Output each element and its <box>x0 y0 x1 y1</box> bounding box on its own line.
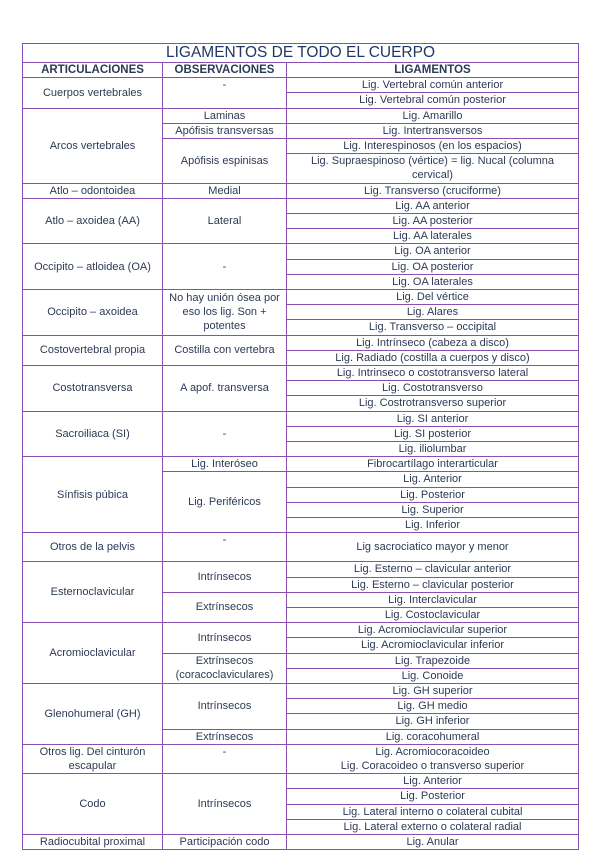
table-row <box>23 290 579 305</box>
ligament-cell: Lig. Vertebral común posterior <box>287 93 579 108</box>
ligament-cell: Lig. Inferior <box>287 518 579 533</box>
observation-cell: - <box>163 744 287 773</box>
ligament-cell: Lig. Anterior <box>287 774 579 789</box>
ligament-cell: Lig. Intrinseco o costotransverso lateral <box>287 366 579 381</box>
articulation-cell: Costotransversa <box>23 366 163 412</box>
ligament-cell: Lig. OA anterior <box>287 244 579 259</box>
observation-cell: Laminas <box>163 108 287 123</box>
ligament-cell: Lig. Intrínseco (cabeza a disco) <box>287 335 579 350</box>
ligament-cell: Lig. SI posterior <box>287 426 579 441</box>
observation-cell: - <box>163 411 287 457</box>
ligament-cell: Lig. OA laterales <box>287 274 579 289</box>
table-row <box>23 744 579 773</box>
observation-cell: Extrínsecos (coracoclaviculares) <box>163 653 287 683</box>
header-articulaciones: ARTICULACIONES <box>23 63 163 78</box>
articulation-cell: Glenohumeral (GH) <box>23 683 163 744</box>
ligament-cell: Lig. Intertransversos <box>287 123 579 138</box>
ligaments-table <box>22 43 579 850</box>
articulation-cell: Acromioclavicular <box>23 623 163 684</box>
observation-cell: Lig. Interóseo <box>163 457 287 472</box>
ligament-cell: Lig. AA posterior <box>287 214 579 229</box>
articulation-cell: Occipito – atloidea (OA) <box>23 244 163 290</box>
articulation-cell: Radiocubital proximal <box>23 834 163 849</box>
table-row <box>23 335 579 350</box>
articulation-cell: Sacroiliaca (SI) <box>23 411 163 457</box>
observation-cell: No hay unión ósea por eso los lig. Son + potentes <box>163 290 287 336</box>
header-ligamentos: LIGAMENTOS <box>287 63 579 78</box>
ligament-cell: Lig. Transverso (cruciforme) <box>287 183 579 198</box>
observation-cell: Lig. Periféricos <box>163 472 287 533</box>
table-body <box>23 78 579 850</box>
ligament-cell: Lig sacrociatico mayor y menor <box>287 533 579 562</box>
ligament-cell: Lig. Posterior <box>287 487 579 502</box>
ligament-cell: Lig. Trapezoide <box>287 653 579 668</box>
ligament-cell: Lig. Interespinosos (en los espacios) <box>287 139 579 154</box>
articulation-cell: Occipito – axoidea <box>23 290 163 336</box>
observation-cell: Costilla con vertebra <box>163 335 287 365</box>
ligament-cell: Lig. SI anterior <box>287 411 579 426</box>
ligament-cell: Lig. AA laterales <box>287 229 579 244</box>
observation-cell: Intrínsecos <box>163 774 287 835</box>
observation-cell: Medial <box>163 183 287 198</box>
table-row <box>23 366 579 381</box>
ligament-cell: Lig. Acromioclavicular superior <box>287 623 579 638</box>
table-row <box>23 198 579 213</box>
articulation-cell: Sínfisis púbica <box>23 457 163 533</box>
ligament-cell: Lig. Del vértice <box>287 290 579 305</box>
table-row <box>23 78 579 93</box>
ligament-cell: Lig. AA anterior <box>287 198 579 213</box>
table-row <box>23 623 579 638</box>
articulation-cell: Cuerpos vertebrales <box>23 78 163 108</box>
table-row <box>23 683 579 698</box>
table-row <box>23 834 579 849</box>
ligament-cell: Lig. Radiado (costilla a cuerpos y disco) <box>287 350 579 365</box>
ligament-cell: Lig. Lateral externo o colateral radial <box>287 819 579 834</box>
ligament-cell: Lig. OA posterior <box>287 259 579 274</box>
ligament-cell: Lig. Anterior <box>287 472 579 487</box>
observation-cell: Intrínsecos <box>163 623 287 653</box>
ligament-cell: Lig. Acromiocoracoideo Lig. Coracoideo o transverso superior <box>287 744 579 773</box>
ligament-cell: Lig. coracohumeral <box>287 729 579 744</box>
table-row <box>23 533 579 562</box>
articulation-cell: Atlo – axoidea (AA) <box>23 198 163 244</box>
ligament-cell: Lig. GH medio <box>287 699 579 714</box>
ligament-cell: Lig. Lateral interno o colateral cubital <box>287 804 579 819</box>
ligament-cell: Lig. Anular <box>287 834 579 849</box>
ligament-cell: Lig. Transverso – occipital <box>287 320 579 335</box>
observation-cell: Extrínsecos <box>163 592 287 622</box>
ligament-cell: Fibrocartílago interarticular <box>287 457 579 472</box>
table-row <box>23 562 579 577</box>
ligament-cell: Lig. Costotransverso <box>287 381 579 396</box>
ligament-cell: Lig. Posterior <box>287 789 579 804</box>
observation-cell: - <box>163 78 287 108</box>
observation-cell: Participación codo <box>163 834 287 849</box>
ligament-cell: Lig. Conoide <box>287 668 579 683</box>
observation-cell: Apófisis espinisas <box>163 139 287 184</box>
observation-cell: Extrínsecos <box>163 729 287 744</box>
observation-cell: Intrínsecos <box>163 562 287 592</box>
ligament-cell: Lig. GH superior <box>287 683 579 698</box>
ligament-cell: Lig. GH inferior <box>287 714 579 729</box>
observation-cell: - <box>163 244 287 290</box>
articulation-cell: Arcos vertebrales <box>23 108 163 183</box>
articulation-cell: Esternoclavicular <box>23 562 163 623</box>
ligament-cell: Lig. Superior <box>287 502 579 517</box>
ligament-cell: Lig. Esterno – clavicular anterior <box>287 562 579 577</box>
observation-cell: Lateral <box>163 198 287 244</box>
ligament-cell: Lig. Amarillo <box>287 108 579 123</box>
ligament-cell: Lig. Costoclavicular <box>287 607 579 622</box>
table-title: LIGAMENTOS DE TODO EL CUERPO <box>23 44 579 63</box>
articulation-cell: Atlo – odontoidea <box>23 183 163 198</box>
articulation-cell: Otros lig. Del cinturón escapular <box>23 744 163 773</box>
ligament-cell: Lig. iliolumbar <box>287 442 579 457</box>
articulation-cell: Otros de la pelvis <box>23 533 163 562</box>
ligament-cell: Lig. Esterno – clavicular posterior <box>287 577 579 592</box>
observation-cell: Intrínsecos <box>163 683 287 729</box>
ligament-cell: Lig. Supraespinoso (vértice) = lig. Nucal (columna cervical) <box>287 154 579 183</box>
table-row <box>23 411 579 426</box>
ligament-cell: Lig. Interclavicular <box>287 592 579 607</box>
articulation-cell: Codo <box>23 774 163 835</box>
ligament-cell: Lig. Alares <box>287 305 579 320</box>
observation-cell: - <box>163 533 287 562</box>
ligament-cell: Lig. Acromioclavicular inferior <box>287 638 579 653</box>
table-row <box>23 457 579 472</box>
table-row <box>23 244 579 259</box>
ligament-cell: Lig. Vertebral común anterior <box>287 78 579 93</box>
ligament-cell: Lig. Costrotransverso superior <box>287 396 579 411</box>
table-row <box>23 108 579 123</box>
header-observaciones: OBSERVACIONES <box>163 63 287 78</box>
table-row <box>23 183 579 198</box>
table-row <box>23 774 579 789</box>
articulation-cell: Costovertebral propia <box>23 335 163 365</box>
observation-cell: A apof. transversa <box>163 366 287 412</box>
observation-cell: Apófisis transversas <box>163 123 287 138</box>
